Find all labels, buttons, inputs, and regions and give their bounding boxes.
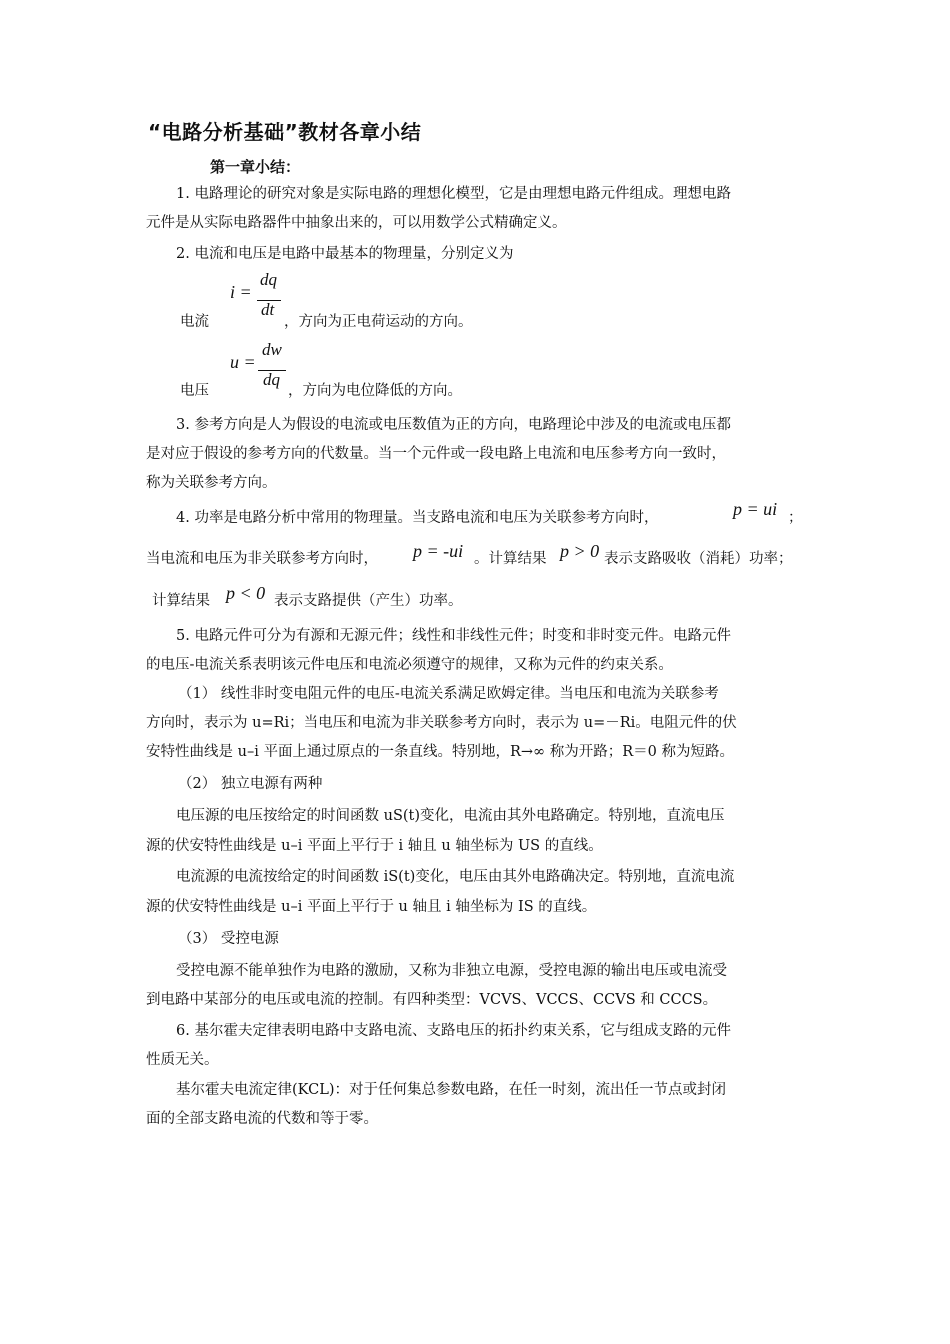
paragraph-3-line-2: 是对应于假设的参考方向的代数量。当一个元件或一段电路上电流和电压参考方向一致时， (146, 446, 726, 462)
voltage-label: 电压 (180, 383, 209, 399)
power-positive-condition: p > 0 (560, 541, 600, 561)
voltage-formula-numerator: dw (262, 340, 282, 359)
paragraph-6-line-1: 6. 基尔霍夫定律表明电路中支路电流、支路电压的拓扑约束关系，它与组成支路的元件 (176, 1023, 731, 1039)
paragraph-4-supply-text: 表示支路提供（产生）功率。 (274, 593, 463, 609)
voltage-formula-denominator: dq (263, 370, 280, 389)
paragraph-4-line-2: 当电流和电压为非关联参考方向时， (146, 551, 378, 567)
resistor-line-2: 方向时，表示为 u=Ri；当电压和电流为非关联参考方向时，表示为 u=－Ri。电阻元件的伏 (146, 715, 737, 731)
paragraph-1-line-1: 1. 电路理论的研究对象是实际电路的理想化模型，它是由理想电路元件组成。理想电路 (176, 186, 731, 202)
paragraph-3-line-3: 称为关联参考方向。 (146, 475, 277, 491)
power-formula-nonassociated: p = -ui (413, 541, 464, 561)
paragraph-4-semicolon: ； (788, 510, 803, 526)
kcl-line-1: 基尔霍夫电流定律(KCL)：对于任何集总参数电路，在任一时刻，流出任一节点或封闭 (176, 1082, 726, 1098)
paragraph-4-absorb-text: 表示支路吸收（消耗）功率； (604, 551, 793, 567)
dependent-source-heading: （3） 受控电源 (178, 931, 279, 947)
voltage-source-line-2: 源的伏安特性曲线是 u–i 平面上平行于 i 轴且 u 轴坐标为 US 的直线。 (146, 838, 603, 854)
current-source-line-1: 电流源的电流按给定的时间函数 iS(t)变化，电压由其外电路确决定。特别地，直流电流 (176, 869, 735, 885)
chapter-heading: 第一章小结： (210, 158, 301, 176)
power-formula-associated: p = ui (733, 499, 778, 519)
resistor-line-3: 安特性曲线是 u–i 平面上通过原点的一条直线。特别地，R→∞ 称为开路；R＝0 称为短路。 (146, 744, 734, 760)
current-source-line-2: 源的伏安特性曲线是 u–i 平面上平行于 u 轴且 i 轴坐标为 IS 的直线。 (146, 899, 597, 915)
dependent-source-line-2: 到电路中某部分的电压或电流的控制。有四种类型：VCVS、VCCS、CCVS 和 CCCS。 (146, 992, 718, 1008)
current-definition-formula (230, 270, 290, 328)
power-negative-condition: p < 0 (226, 583, 266, 603)
dependent-source-line-1: 受控电源不能单独作为电路的激励，又称为非独立电源，受控电源的输出电压或电流受 (176, 963, 727, 979)
resistor-line-1: （1） 线性非时变电阻元件的电压-电流关系满足欧姆定律。当电压和电流为关联参考 (178, 686, 719, 702)
paragraph-3-line-1: 3. 参考方向是人为假设的电流或电压数值为正的方向，电路理论中涉及的电流或电压都 (176, 417, 731, 433)
current-formula-denominator: dt (261, 300, 275, 319)
paragraph-4-line-1: 4. 功率是电路分析中常用的物理量。当支路电流和电压为关联参考方向时， (176, 510, 659, 526)
paragraph-2-line-1: 2. 电流和电压是电路中最基本的物理量，分别定义为 (176, 246, 514, 262)
current-description: ，方向为正电荷运动的方向。 (284, 314, 473, 330)
voltage-source-line-1: 电压源的电压按给定的时间函数 uS(t)变化，电流由其外电路确定。特别地，直流电压 (176, 808, 725, 824)
current-formula-lhs: i = (230, 282, 252, 302)
current-formula-numerator: dq (260, 270, 277, 289)
paragraph-1-line-2: 元件是从实际电路器件中抽象出来的，可以用数学公式精确定义。 (146, 215, 567, 231)
document-title: “电路分析基础”教材各章小结 (148, 120, 422, 144)
voltage-formula-lhs: u = (230, 352, 256, 372)
current-label: 电流 (180, 314, 209, 330)
voltage-definition-formula (230, 340, 290, 398)
paragraph-4-result-text: 。计算结果 (474, 551, 547, 567)
paragraph-5-line-1: 5. 电路元件可分为有源和无源元件；线性和非线性元件；时变和非时变元件。电路元件 (176, 628, 731, 644)
paragraph-6-line-2: 性质无关。 (146, 1052, 219, 1068)
independent-source-heading: （2） 独立电源有两种 (178, 776, 323, 792)
voltage-description: ，方向为电位降低的方向。 (288, 383, 462, 399)
paragraph-4-line-3: 计算结果 (152, 593, 210, 609)
paragraph-5-line-2: 的电压-电流关系表明该元件电压和电流必须遵守的规律，又称为元件的约束关系。 (146, 657, 673, 673)
kcl-line-2: 面的全部支路电流的代数和等于零。 (146, 1111, 378, 1127)
